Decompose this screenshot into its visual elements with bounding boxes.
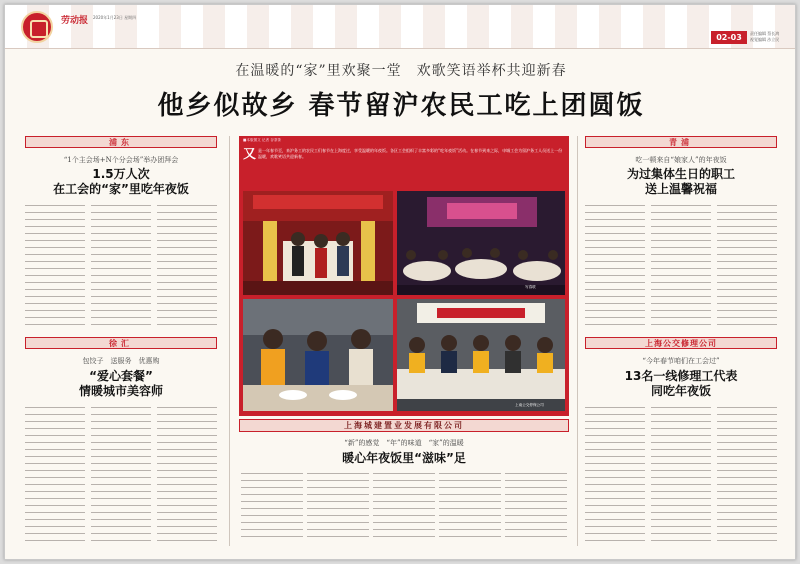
editor-line: 视觉编辑 沙立民: [750, 37, 780, 42]
column-divider: [577, 136, 578, 546]
section-subtitle: 吃一顿来自“娘家人”的年夜饭: [635, 156, 727, 164]
section-subtitle: “1个主会场+N个分会场”举办团拜会: [63, 156, 179, 164]
section-subtitle: “新”的感觉 “年”的味道 “家”的温暖: [344, 439, 464, 447]
section-title: 在工会的“家”里吃年夜饭: [53, 182, 189, 196]
section-subtitle: “今年春节咱们在工会过”: [642, 357, 720, 365]
photo-banquet-hall: [397, 191, 565, 295]
article-body: [157, 405, 217, 545]
newspaper-page: [4, 4, 796, 560]
photo-caption: 写春联: [525, 285, 536, 289]
article-body: [585, 203, 645, 333]
article-body: [439, 471, 501, 545]
article-body: [307, 471, 369, 545]
red-seal-logo: [21, 11, 53, 43]
section-banner-xuhui: 徐汇: [25, 337, 217, 349]
article-body: [651, 405, 711, 545]
article-body: [373, 471, 435, 545]
article-body: [505, 471, 567, 545]
section-title: 1.5万人次: [92, 167, 150, 181]
article-body: [241, 471, 303, 545]
headline-kicker: 在温暖的“家”里欢聚一堂 欢歌笑语举杯共迎新春: [235, 63, 567, 79]
section-banner-qingpu: 青浦: [585, 136, 777, 148]
dropcap: 又: [243, 148, 257, 162]
section-subtitle: 包饺子 送服务 优惠购: [82, 357, 160, 365]
article-body: [585, 405, 645, 545]
photo-ceremony: [243, 191, 393, 295]
masthead: [5, 5, 796, 49]
paper-name: 劳动报: [61, 16, 89, 26]
article-body: [157, 203, 217, 333]
section-title: 情暖城市美容师: [78, 384, 163, 398]
section-title: 同吃年夜饭: [650, 384, 711, 398]
article-body: [25, 203, 85, 333]
section-title: “爱心套餐”: [89, 369, 153, 383]
feature-intro: [243, 148, 565, 188]
photo-credit: ■本版图文 记者 谷茶茶: [243, 138, 282, 142]
article-body: [717, 405, 777, 545]
article-body: [91, 405, 151, 545]
intro-text: 是一年春节至，来沪务工的农民工们春节在上海度过，享受温暖的年夜饭。各区工会组织了丰富多彩的“吃年夜饭”活动。在春节到来之际，申城工会为留沪务工人员送上一份温暖，欢歌笑语共迎新春。: [258, 148, 563, 159]
article-body: [651, 203, 711, 333]
article-body: [717, 203, 777, 333]
photo-workers-eating: [243, 299, 393, 411]
photo-bus-company-dinner: [397, 299, 565, 411]
section-title: 送上温馨祝福: [644, 182, 717, 196]
section-title: 13名一线修理工代表: [624, 369, 738, 383]
article-body: [91, 203, 151, 333]
section-title: 为过集体生日的职工: [626, 167, 735, 181]
section-title: 暖心年夜饭里“滋味”足: [342, 451, 466, 465]
section-banner-pudong: 浦东: [25, 136, 217, 148]
main-headline: 他乡似故乡 春节留沪农民工吃上团圆饭: [157, 91, 645, 121]
article-body: [25, 405, 85, 545]
editor-line: 责任编辑 蔡长鸿: [750, 31, 780, 36]
company-banner: 上海城建置业发展有限公司: [239, 419, 569, 432]
editors-credit: [750, 31, 792, 43]
column-divider: [229, 136, 230, 546]
issue-date: 2020年1月23日 星期四: [93, 15, 137, 20]
section-banner-bus-repair: 上海公交修理公司: [585, 337, 777, 349]
page-number: 02-03: [711, 31, 747, 44]
photo-caption: 上南公交停保公司: [515, 403, 544, 407]
